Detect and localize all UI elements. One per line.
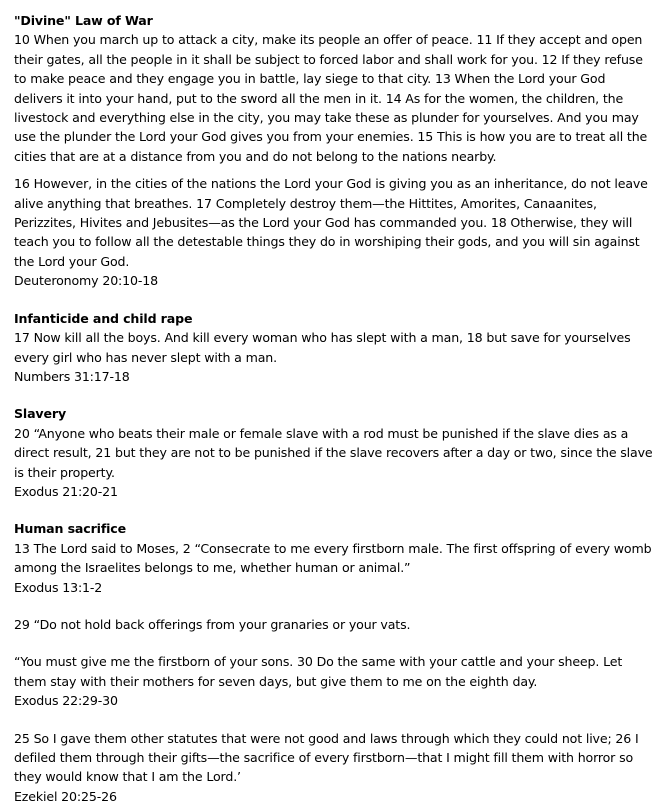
citation: Deuteronomy 20:10-18 [14,273,158,289]
document-body [14,11,654,806]
spacer [14,711,654,729]
section-heading-human-sacrifice: Human sacrifice [14,521,127,537]
spacer [14,291,654,309]
paragraph: “You must give me the firstborn of your sons. 30 Do the same with your cattle and your sheep. Let them stay with their mothers for seven days, but give them to me on the eighth day. [14,654,623,689]
spacer [14,634,654,652]
paragraph: 10 When you march up to attack a city, make its people an offer of peace. 11 If they accept and open their gates, all the people in it shall be subject to forced labor and shall work for you. 12 If they refuse to make peace and they engage you in battle, lay siege to that city. 13 When the Lord your God delivers it into your hand, put to the sword all the men in it. 14 As for the women, the children, the livestock and everything else in the city, you may take these as plunder for yourselves. And you may use the plunder the Lord your God gives you from your enemies. 15 This is how you are to treat all the cities that are at a distance from you and do not belong to the nations nearby. [14,32,648,164]
section-heading-infanticide: Infanticide and child rape [14,310,193,326]
spacer [14,166,654,174]
citation: Numbers 31:17-18 [14,368,130,384]
spacer [14,501,654,519]
paragraph: 25 So I gave them other statutes that were not good and laws through which they could not live; 26 I defiled them through their gifts—the sacrifice of every firstborn—that I might fill them with horror so they would know that I am the Lord.’ [14,730,639,785]
citation: Exodus 21:20-21 [14,483,118,499]
citation: Ezekiel 20:25-26 [14,788,117,804]
paragraph: 16 However, in the cities of the nations the Lord your God is giving you as an inheritance, do not leave alive anything that breathes. 17 Completely destroy them—the Hittites, Amorites, Canaanites, Perizzites, Hivites and Jebusites—as the Lord your God has commanded you. 18 Otherwise, they will teach you to follow all the detestable things they do in worshiping their gods, and you will sin against the Lord your God. [14,176,648,269]
paragraph: 13 The Lord said to Moses, 2 “Consecrate to me every firstborn male. The first offspring of every womb among the Israelites belongs to me, whether human or animal.” [14,540,652,576]
citation: Exodus 22:29-30 [14,693,118,709]
paragraph: 20 “Anyone who beats their male or female slave with a rod must be punished if the slave dies as a direct result, 21 but they are not to be punished if the slave recovers after a day or two, since the slave is their property. [14,425,653,480]
citation: Exodus 13:1-2 [14,579,103,595]
section-heading-law-of-war: "Divine" Law of War [14,13,153,28]
spacer [14,597,654,615]
section-heading-slavery: Slavery [14,406,67,422]
paragraph: 29 “Do not hold back offerings from your granaries or your vats. [14,616,411,632]
spacer [14,386,654,404]
paragraph: 17 Now kill all the boys. And kill every woman who has slept with a man, 18 but save for yourselves every girl who has never slept with a man. [14,330,631,365]
